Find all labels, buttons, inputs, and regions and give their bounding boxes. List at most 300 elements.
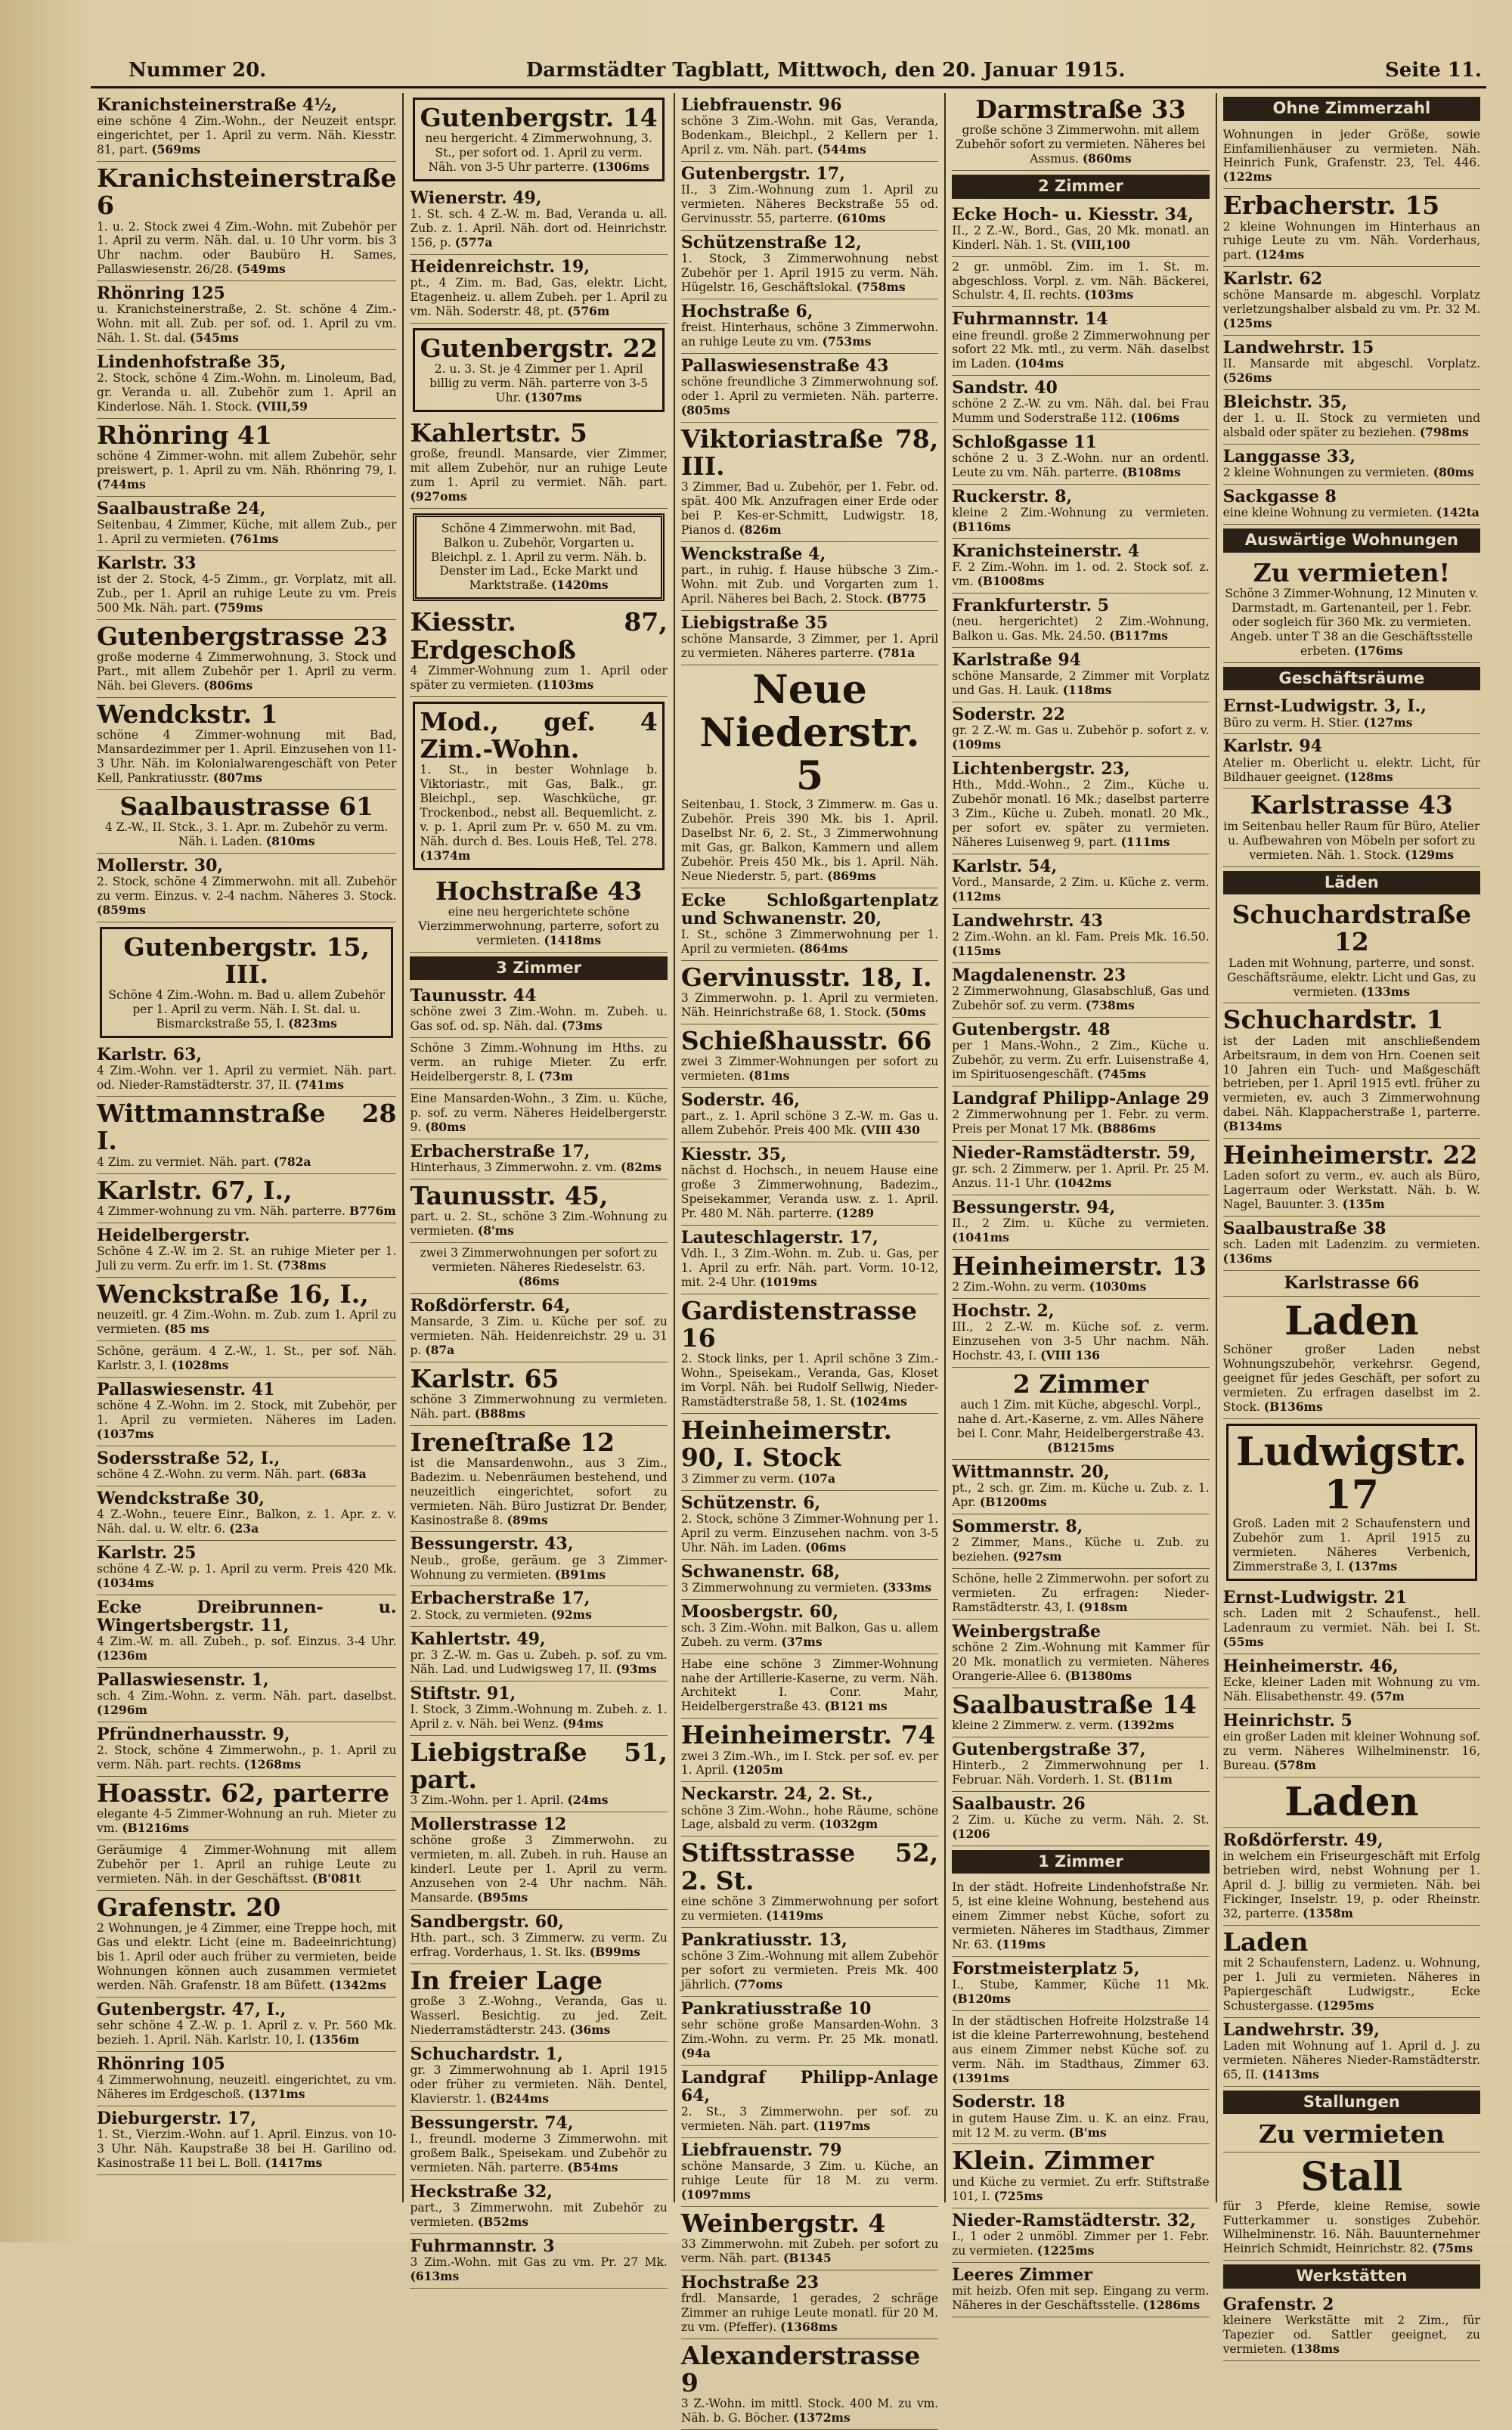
classified-ad: [952, 1460, 1209, 1514]
classified-ad: [1223, 1271, 1480, 1297]
classified-ad: [1223, 1217, 1480, 1271]
ad-code: (VIII,100: [1070, 237, 1131, 252]
ad-code: (1019ms: [760, 1274, 817, 1289]
ad-heading: 2 Zimmer: [1012, 1368, 1149, 1399]
ad-text: 2 Zim.-Wohn. zu verm.: [952, 1280, 1086, 1294]
classified-ad: [681, 1294, 938, 1414]
ad-text: 4 Z.-W., II. Stck., 3. 1. Apr. m. Zubehör zu verm. Näh. i. Laden.: [104, 820, 389, 848]
ad-text: F. 2 Zim.-Wohn. im 1. od. 2. Stock sof. z. vm.: [952, 560, 1210, 589]
classified-ad: [410, 1964, 667, 2042]
ad-heading: Ecke Schloßgartenplatz und Schwanenstr. 20,: [680, 890, 939, 928]
ad-heading: Pankratiusstr. 13,: [680, 1929, 847, 1950]
ad-heading: Gervinusstr. 18, I.: [680, 962, 932, 992]
ad-text: Büro zu verm. H. Stier.: [1222, 715, 1360, 730]
ad-code: (142ta: [1436, 505, 1479, 520]
ad-heading: Grafenstr. 20: [97, 1892, 281, 1922]
classified-ad: [410, 1736, 667, 1813]
ad-text: 2 gr. unmöbl. Zim. im 1. St. m. abgeschloss. Vorpl. z. vm. Näh. Bäckerei, Schulstr. 4, II. rechts.: [952, 259, 1210, 302]
ad-text: schöne 2 Zim.-Wohnung mit Kammer für 20 Mk. monatlich zu vermieten. Näheres Orangerie-Allee 6.: [952, 1640, 1210, 1683]
column-5: [1217, 93, 1486, 2356]
ad-text: Schöne 3 Zimm.-Wohnung im Hths. zu verm. an ruhige Mieter. Zu erfr. Heidelbergerstr. 8, I.: [410, 1041, 668, 1084]
ad-code: (B775: [886, 590, 927, 606]
classified-ad: [97, 1998, 396, 2052]
ad-text: Seitenbau, 4 Zimmer, Küche, mit allem Zub., per 1. April zu vermieten.: [97, 518, 397, 547]
ad-code: (122ms: [1222, 169, 1272, 184]
classified-ad: [97, 350, 396, 419]
ad-heading: Mollerstr. 30,: [97, 855, 224, 876]
section-header: Werkstätten: [1223, 2264, 1480, 2289]
ad-text: I., freundl. moderne 3 Zimmerwohn. mit großem Balk., Speisekam. und Zubehör zu vermieten. Näh. parterre.: [410, 2131, 668, 2174]
classified-ad: [952, 1569, 1209, 1619]
ad-heading: Kiesstr. 87, Erdgeschoß: [410, 607, 668, 665]
ad-heading: Heidenreichstr. 19,: [410, 256, 590, 277]
classified-ad: [681, 1560, 938, 1600]
ad-heading: Liebigstraße 35: [680, 612, 829, 633]
ad-text: schöne 2 Z.-W. zu vm. Näh. dal. bei Frau Mumm und Soderstraße 112.: [952, 397, 1210, 426]
ad-heading: Dieburgerstr. 17,: [97, 2108, 257, 2128]
ad-code: (111ms: [1120, 835, 1170, 850]
ad-text: der 1. u. II. Stock zu vermieten und alsbald oder später zu beziehen.: [1222, 411, 1481, 440]
ad-text: 1. St. sch. 4 Z.-W. m. Bad, Veranda u. all. Zub. z. 1. April. Näh. dort od. Heinrichstr. 156, p.: [410, 207, 668, 250]
ad-code: (810ms: [265, 834, 315, 848]
ad-text: I., 1 oder 2 unmöbl. Zimmer per 1. Febr. zu vermieten.: [952, 2229, 1210, 2258]
classified-ad: [681, 611, 938, 665]
ad-code: (55ms: [1222, 1634, 1264, 1649]
ad-code: (745ms: [1097, 1066, 1146, 1081]
classified-ad: [952, 430, 1209, 485]
ad-text: 4 Zimmerwohnung, neuzeitl. eingerichtet, zu vm. Näheres im Erdgeschoß.: [97, 2072, 397, 2101]
ad-text: 2. Stock, schöne 4 Zimmerwohn., p. 1. April zu verm. Näh. part. rechts.: [97, 1743, 397, 1772]
ad-heading: Schießhausstr. 66: [680, 1026, 932, 1056]
ad-heading: Landgraf Philipp-Anlage 64,: [680, 2067, 939, 2106]
ad-heading: Liebfrauenstr. 96: [680, 95, 842, 115]
ad-text: große moderne 4 Zimmerwohnung, 3. Stock und Part., mit allem Zubehör per 1. April zu verm. Näh. bei Glevers.: [97, 650, 397, 693]
classified-ad: [1223, 556, 1480, 663]
classified-ad: [410, 1362, 667, 1426]
ad-heading: Wendckstr. 1: [97, 699, 278, 729]
classified-ad: [97, 1541, 396, 1595]
ad-text: auch 1 Zim. mit Küche, abgeschl. Vorpl., nahe d. Art.-Kaserne, z. vm. Alles Nähere bei I. Conr. Mahr, Heidelbergerstraße 43.: [956, 1398, 1204, 1441]
ad-text: schöne 4 Zimmer-wohn. mit allem Zubehör, sehr preiswert, p. 1. April zu vm. Näh. Rhönring 79, I.: [97, 449, 397, 478]
ad-text: eine schöne 3 Zimmerwohnung per sofort zu vermieten.: [680, 1894, 939, 1923]
ad-text: I. St., schöne 3 Zimmerwohnung per 1. April zu vermieten.: [680, 928, 939, 956]
ad-text: 3 Zim.-Wohn. mit Gas zu vm. Pr. 27 Mk.: [410, 2255, 668, 2269]
ad-heading: Schuchardstr. 1: [1222, 1005, 1444, 1035]
ad-text: ein großer Laden mit kleiner Wohnung sof. zu verm. Näheres Wilhelminenstr. 16, Bureau.: [1222, 1730, 1481, 1772]
ad-heading: Pallaswiesenstraße 43: [680, 355, 889, 376]
ad-code: (B11m: [1128, 1771, 1173, 1787]
ad-heading: Wittmannstraße 28 I.: [97, 1099, 397, 1156]
ad-heading: Ireneſtraße 12: [410, 1427, 615, 1457]
ad-code: (823ms: [288, 1016, 337, 1031]
ad-code: (127ms: [1363, 714, 1413, 730]
classified-ad: [97, 497, 396, 551]
ad-text: Schöne 4 Zim.-Wohn. m. Bad u. allem Zubehör per 1. April zu verm. Näh. I. St. dal. u. Bismarckstraße 55, I.: [108, 988, 386, 1031]
ad-text: III., 2 Z.-W. m. Küche sof. z. verm. Einzusehen von 3-5 Uhr nachm. Näh. Hochstr. 43, I.: [952, 1320, 1210, 1363]
classified-ad: [97, 620, 396, 698]
classified-ad: [1223, 1778, 1480, 1828]
ad-heading: Pallaswiesenstr. 41: [97, 1379, 275, 1399]
ad-code: (544ms: [816, 142, 866, 157]
ad-code: (1342ms: [329, 1977, 386, 1992]
ad-code: (B91ms: [554, 1567, 606, 1582]
ad-text: 3 Zim.-Wohn. per 1. April.: [410, 1793, 564, 1808]
masthead: [91, 59, 1486, 88]
ad-text: schöne 4 Z.-Wohn. im 2. Stock, mit Zubehör, per 1. April zu vermieten. Näheres im Laden.: [97, 1398, 397, 1427]
ad-code: (23a: [229, 1520, 259, 1536]
ad-text: schöne 4 Z.-W. p. 1. April zu verm. Preis 420 Mk.: [97, 1561, 397, 1576]
ad-text: schöne Mansarde m. abgeschl. Vorplatz verletzungshalber alsbald zu vm. Pr. 32 M.: [1222, 288, 1481, 317]
ad-code: (37ms: [781, 1634, 823, 1649]
ad-code: (1037ms: [97, 1426, 154, 1441]
classified-ad: [681, 299, 938, 354]
ad-heading: Karlstr. 94: [1222, 736, 1323, 757]
ad-code: (B117ms: [1109, 628, 1169, 643]
ad-code: (1268ms: [243, 1757, 302, 1772]
ad-heading: Heinheimerstr. 74: [680, 1720, 936, 1750]
classified-ad: [413, 702, 664, 870]
ad-code: (B244ms: [490, 2091, 549, 2106]
ad-text: 4 Zimmer-wohnung zu vm. Näh. parterre.: [97, 1204, 346, 1218]
classified-ad: [952, 909, 1209, 963]
ad-code: (1030ms: [1089, 1279, 1147, 1294]
classified-ad: [1223, 1654, 1480, 1709]
ad-text: ist die Mansardenwohn., aus 3 Zim., Badezim. u. Nebenräumen bestehend, und neuzeitlich eingerichtet, sofort zu vermieten. Näh. Büro Justizrat Dr. Bender, Kasinostraße 8.: [410, 1455, 668, 1527]
ad-heading: Neckarstr. 24, 2. St.,: [680, 1784, 873, 1805]
ad-code: (1289: [835, 1206, 875, 1221]
ad-heading: Gutenbergstr. 14: [420, 103, 658, 132]
classified-ad: [410, 1812, 667, 1910]
ad-code: (VIII 430: [860, 1123, 920, 1138]
classified-ad: [681, 1088, 938, 1142]
classified-ad: [1223, 1297, 1480, 1419]
classified-ad: [952, 702, 1209, 757]
ad-code: (1295ms: [1316, 1998, 1374, 2013]
ad-columns: [91, 93, 1486, 2425]
ad-code: (918sm: [1078, 1599, 1128, 1614]
ad-code: (B121 ms: [824, 1699, 888, 1714]
ad-heading: Pfründnerhausstr. 9,: [97, 1724, 290, 1744]
ad-text: schöne 4 Z.-Wohn. zu verm. Näh. part.: [97, 1467, 326, 1481]
ad-heading: Karlstr. 62: [1222, 269, 1323, 290]
ad-code: (738ms: [277, 1257, 327, 1272]
ad-text: pr. 3 Z.-W. m. Gas u. Zubeh. p. sof. zu vm. Näh. Lad. und Ludwigsweg 17, II.: [410, 1647, 668, 1676]
classified-ad: [97, 1668, 396, 1722]
ad-heading: Soderstr. 22: [952, 705, 1065, 725]
classified-ad: [413, 328, 664, 412]
ad-heading: Kranichsteinerstr. 4: [952, 541, 1140, 562]
ad-text: mit heizb. Ofen mit sep. Eingang zu verm. Näheres in der Geschäftsstelle.: [952, 2283, 1210, 2312]
classified-ad: [97, 1097, 396, 1174]
ad-code: (1371ms: [247, 2086, 305, 2101]
ad-text: eine freundl. große 2 Zimmerwohnung per sofort 22 Mk. mtl., zu verm. Näh. daselbst im Laden.: [952, 328, 1210, 371]
classified-ad: [952, 1299, 1209, 1368]
ad-code: (73ms: [561, 1018, 603, 1034]
ad-heading: Ernst-Ludwigstr. 3, I.,: [1222, 696, 1427, 717]
ad-code: (1358m: [1303, 1905, 1353, 1920]
ad-code: (1225ms: [1036, 2242, 1095, 2258]
ad-text: schöne Mansarde, 3 Zimmer, per 1. April zu vermieten. Näheres parterre.: [680, 631, 939, 660]
ad-text: 3 Zimmer zu verm.: [680, 1471, 795, 1486]
classified-ad: [952, 648, 1209, 702]
ad-code: (864ms: [798, 941, 848, 956]
ad-text: Geräumige 4 Zimmer-Wohnung mit allem Zubehör per 1. April an ruhige Leute zu vermieten. Näh. in der Geschäftsst.: [97, 1843, 397, 1886]
ad-heading: Stiftstr. 91,: [410, 1683, 516, 1703]
ad-text: Mansarde, 3 Zim. u. Küche per sof. zu vermieten. Näh. Heidenreichstr. 29 u. 31 p.: [410, 1314, 668, 1357]
classified-ad: [681, 231, 938, 299]
ad-heading: Hochstraße 23: [680, 2272, 820, 2292]
ad-heading: Lichtenbergstr. 23,: [952, 759, 1130, 780]
ad-heading: Kranichsteinerstraße 4½,: [97, 95, 337, 115]
ad-text: Wohnungen in jeder Größe, sowie Einfamilienhäuser zu vermieten. Näh. Heinrich Funk, Grafenstr. 23, Tel. 446.: [1222, 127, 1481, 170]
ad-heading: Frankfurterstr. 5: [952, 596, 1110, 616]
classified-ad: [681, 93, 938, 162]
ad-code: (1028ms: [171, 1357, 229, 1372]
section-header: Stallungen: [1223, 2091, 1480, 2115]
ad-heading: Moosbergstr. 60,: [680, 1601, 838, 1622]
classified-ad: [681, 888, 938, 961]
classified-ad: [410, 1179, 667, 1243]
classified-ad: [97, 854, 396, 922]
classified-ad: [1223, 1926, 1480, 2018]
classified-ad: [952, 1368, 1209, 1460]
ad-heading: Gutenbergstr. 48: [952, 1019, 1111, 1040]
ad-heading: Lindenhofstraße 35,: [97, 352, 287, 373]
ad-text: Schöne, geräum. 4 Z.-W., 1. St., per sof. Näh. Karlstr. 3, I.: [97, 1344, 397, 1372]
classified-ad: [410, 875, 667, 953]
ad-code: (545ms: [190, 330, 239, 346]
ad-text: 2. Stock, schöne 4 Zim.-Wohn. m. Linoleum, Bad, gr. Veranda u. all. Zubehör zum 1. April an Kinderlose. Näh. 1. Stock.: [97, 371, 397, 414]
ad-code: (1042ms: [1054, 1175, 1112, 1190]
ad-code: (73m: [538, 1069, 573, 1084]
classified-ad: [952, 1877, 1209, 1957]
ad-heading: Schuchardstraße 12: [1232, 900, 1472, 957]
ad-heading: Soderstr. 46,: [680, 1090, 801, 1111]
classified-ad: [952, 203, 1209, 257]
ad-heading: Liebfrauenstr. 79: [680, 2140, 842, 2160]
ad-heading: Mollerstrasse 12: [410, 1815, 567, 1835]
newspaper-title: Darmstädter Tagblatt, Mittwoch, den 20. Januar 1915.: [525, 59, 1126, 82]
ad-code: (B134ms: [1222, 1119, 1282, 1134]
ad-code: (133ms: [1361, 984, 1410, 999]
ad-heading: Erbacherstr. 15: [1222, 191, 1440, 221]
ad-heading: Hochstr. 2,: [952, 1301, 1055, 1322]
ad-heading: Landwehrstr. 39,: [1222, 2019, 1380, 2040]
ad-heading: Karlstr. 33: [97, 553, 197, 573]
ad-code: (1374m: [420, 848, 471, 863]
ad-text: 2 kleine Wohnungen im Hinterhaus an ruhige Leute zu vm. Näh. Vorderhaus, part.: [1222, 219, 1481, 262]
ad-text: für 3 Pferde, kleine Remise, sowie Futterkammer u. sonstiges Zubehör. Wilhelminenstr. 16. Näh. Bauunternehmer Heinrich Schmidt, Heinrichstr. 82.: [1222, 2199, 1481, 2256]
ad-text: schöne 2 u. 3 Z.-Wohn. nur an ordentl. Leute zu vm. Näh. parterre.: [952, 451, 1210, 480]
ad-code: (77oms: [733, 1976, 783, 1991]
classified-ad: [97, 1722, 396, 1777]
ad-code: (826m: [739, 522, 782, 537]
classified-ad: [97, 1278, 396, 1341]
classified-ad: [1223, 267, 1480, 336]
ad-text: zwei 3 Zim.-Wh., im I. Stck. per sof. ev. per 1. April.: [680, 1749, 939, 1778]
ad-text: Hinterhaus, 3 Zimmerwohn. z. vm.: [410, 1160, 618, 1174]
ad-heading: Schloßgasse 11: [952, 432, 1097, 453]
ad-heading: Pallaswiesenstr. 1,: [97, 1669, 269, 1690]
ad-text: pt., 4 Zim. m. Bad, Gas, elektr. Licht, Etagenheiz. u. allem Zubeh. per 1. April zu vm. Näh. Soderstr. 48, pt.: [410, 276, 668, 318]
ad-code: (B54ms: [567, 2159, 618, 2174]
classified-ad: [410, 1627, 667, 1681]
ad-heading: Karlstr. 65: [410, 1363, 559, 1393]
ad-text: schöne 4 Zimmer-wohnung mit Bad, Mansardezimmer per 1. April. Einzusehen von 11-3 Uhr. Näh. im Kolonialwarengeschäft von Peter Kell, Pankratiusstr.: [97, 728, 397, 785]
ad-code: (94a: [680, 2045, 711, 2060]
ad-heading: Saalbaustraße 24,: [97, 498, 266, 519]
classified-ad: [97, 1378, 396, 1446]
ad-code: (333ms: [882, 1579, 932, 1595]
ad-text: 4 Zimmer-Wohnung zum 1. April oder später zu vermieten.: [410, 663, 668, 692]
ad-heading: Pankratiusstraße 10: [680, 1998, 872, 2019]
classified-ad: [97, 1043, 396, 1097]
classified-ad: [1223, 485, 1480, 525]
ad-code: (118ms: [1062, 683, 1112, 698]
ad-heading: Laden: [1284, 1298, 1419, 1345]
classified-ad: [952, 757, 1209, 854]
ad-code: (86ms: [518, 1273, 559, 1288]
page-number: Seite 11.: [1384, 59, 1482, 82]
classified-ad: [1223, 1003, 1480, 1139]
classified-ad: [681, 1719, 938, 1782]
ad-heading: Grafenstr. 2: [1222, 2294, 1334, 2314]
classified-ad: [952, 594, 1209, 648]
ad-text: 4 Zim.-W. m. all. Zubeh., p. sof. Einzus. 3-4 Uhr.: [97, 1635, 397, 1649]
ad-code: (781a: [877, 645, 916, 660]
ad-code: (B886ms: [1096, 1120, 1156, 1136]
ad-heading: Heinheimerstr. 90, I. Stock: [680, 1415, 893, 1473]
ad-code: (104ms: [1015, 356, 1064, 371]
ad-text: große 3 Z.-Wohng., Veranda, Gas u. Wasserl. Besichtig. zu jed. Zeit. Niederramstädterstr. 243.: [410, 1995, 668, 2037]
classified-ad: [97, 551, 396, 620]
ad-text: II., 3 Zim.-Wohnung zum 1. April zu vermieten. Näheres Beckstraße 55 od. Gervinusstr. 55, parterre.: [680, 183, 939, 225]
ad-text: in gutem Hause Zim. u. K. an einz. Frau, mit 12 M. zu verm.: [952, 2111, 1210, 2140]
classified-ad: [952, 307, 1209, 376]
ad-heading: Bessungerstr. 94,: [952, 1197, 1116, 1217]
ad-heading: Gutenbergstr. 22: [420, 333, 658, 363]
ad-heading: Karlstr. 25: [97, 1542, 197, 1563]
ad-heading: Leeres Zimmer: [952, 2264, 1092, 2285]
ad-text: nächst d. Hochsch., in neuem Hause eine große 3 Zimmerwohnung, Badezim., Speisekammer, Veranda usw. z. 1. April. Pr. 480 M. Näh. parterre.: [680, 1164, 939, 1221]
ad-heading: Karlstraße 94: [952, 650, 1081, 671]
ad-text: part. u. 2. St., schöne 3 Zim.-Wohnung zu vermieten.: [410, 1210, 668, 1238]
ad-code: (1206: [952, 1826, 990, 1841]
ad-code: (807ms: [212, 770, 262, 785]
ad-code: (526ms: [1222, 370, 1272, 386]
ad-heading: Landgraf Philipp-Anlage 29: [952, 1088, 1210, 1108]
classified-ad: [952, 2208, 1209, 2263]
classified-ad: [1226, 1424, 1477, 1581]
classified-ad: [952, 1250, 1209, 1299]
ad-text: Laden sofort zu verm., ev. auch als Büro, Lagerraum oder Werkstatt. Näh. b. W. Nagel, Bauunter. 3.: [1222, 1169, 1481, 1212]
ad-heading: Bessungerstr. 74,: [410, 2112, 574, 2133]
classified-ad: [681, 2207, 938, 2270]
ad-heading: Kiesstr. 35,: [680, 1145, 787, 1165]
ad-heading: Heinheimerstr. 22: [1222, 1140, 1478, 1170]
ad-heading: Ecke Hoch- u. Kiesstr. 34,: [952, 204, 1194, 225]
classified-ad: [952, 93, 1209, 171]
ad-text: 2 Zimmerwohnung, Glasabschluß, Gas und Zubehör sof. zu verm.: [952, 984, 1210, 1013]
ad-code: (89ms: [507, 1512, 548, 1527]
classified-ad: [952, 2011, 1209, 2091]
ad-code: (129ms: [1405, 847, 1455, 862]
classified-ad: [1223, 2018, 1480, 2087]
classified-ad: [97, 1840, 396, 1891]
classified-ad: [410, 2234, 667, 2289]
ad-heading: Weinbergstr. 4: [680, 2208, 886, 2238]
ad-text: eine schöne 4 Zim.-Wohn., der Neuzeit entspr. eingerichtet, per 1. April zu verm. Näh. Kiesstr. 81, part.: [97, 114, 397, 157]
ad-code: (93ms: [615, 1661, 657, 1676]
ad-code: (1392ms: [1117, 1717, 1175, 1732]
classified-ad: [952, 1792, 1209, 1846]
ad-text: Eine Mansarden-Wohn., 3 Zim. u. Küche, p. sof. zu verm. Näheres Heidelbergerstr. 9.: [410, 1091, 668, 1134]
classified-ad: [413, 98, 664, 181]
ad-heading: Taunusstr. 45,: [410, 1180, 609, 1210]
ad-code: (1417ms: [265, 2155, 323, 2170]
ad-code: (B116ms: [952, 519, 1012, 535]
ad-text: sch. Laden mit 2 Schaufenst., hell. Ladenraum zu vermiet. Näh. bei I. St.: [1222, 1607, 1481, 1635]
ad-heading: Sandstr. 40: [952, 378, 1058, 398]
ad-code: (725ms: [993, 2188, 1043, 2203]
ad-code: (1205m: [732, 1762, 783, 1778]
classified-ad: [97, 1174, 396, 1223]
ad-heading: Wittmannstr. 20,: [952, 1461, 1110, 1482]
classified-ad: [952, 2263, 1209, 2317]
ad-code: (613ms: [410, 2268, 460, 2283]
ad-code: (103ms: [1084, 287, 1134, 302]
classified-ad: [97, 2106, 396, 2175]
ad-text: Schöne, helle 2 Zimmerwohn. per sofort zu vermieten. Zu erfragen: Nieder-Ramstädterstr. 43, I.: [952, 1571, 1210, 1614]
classified-ad: [1223, 734, 1480, 789]
ad-text: schöne zwei 3 Zim.-Wohn. m. Zubeh. u. Gas sof. od. sp. Näh. dal.: [410, 1005, 668, 1034]
classified-ad: [681, 665, 938, 888]
ad-code: (859ms: [97, 902, 146, 917]
classified-ad: [681, 961, 938, 1024]
ad-text: per 1 Mans.-Wohn., 2 Zim., Küche u. Zubehör, zu verm. Zu erfr. Luisenstraße 4, im Spirituosengeschäft.: [952, 1039, 1210, 1081]
ad-code: (860ms: [1082, 151, 1132, 166]
ad-text: 1. u. 2. Stock zwei 4 Zim.-Wohn. mit Zubehör per 1. April zu verm. Näh. dal. u. 10 Uhr vorm. bis 3 Uhr nachm. oder Baubüro H. Sames, Pallaswiesenstr. 26/28.: [97, 219, 397, 277]
ad-heading: Gardistenstrasse 16: [680, 1295, 917, 1353]
ad-heading: Wenckstraße 16, I.,: [97, 1279, 369, 1309]
ad-text: Schöne 4 Z.-W. im 2. St. an ruhige Mieter per 1. Juli zu verm. Zu erfr. im 1. St.: [97, 1244, 397, 1272]
ad-heading: Nieder-Ramstädterstr. 59,: [952, 1142, 1196, 1163]
ad-code: (927oms: [410, 488, 467, 504]
ad-text: Vord., Mansarde, 2 Zim. u. Küche z. verm.: [952, 876, 1210, 890]
ad-heading: Nieder-Ramstädterstr. 32,: [952, 2210, 1196, 2230]
classified-ad: [1223, 898, 1480, 1003]
ad-code: (B1380ms: [1064, 1668, 1132, 1683]
ad-heading: Karlstr. 63,: [97, 1045, 203, 1065]
ad-code: (1307ms: [525, 389, 582, 404]
classified-ad: [97, 419, 396, 497]
classified-ad: [97, 1446, 396, 1486]
ad-text: In der städtischen Hofreite Holzstraße 14 ist die kleine Parterrewohnung, bestehend aus einem Zimmer nebst Küche sof. zu verm. Näh. im Stadthaus, Zimmer 63.: [952, 2013, 1210, 2071]
ad-heading: Sackgasse 8: [1222, 487, 1337, 507]
ad-text: 2. Stock links, per 1. April schöne 3 Zim.-Wohn., Speisekam., Veranda, Gas, Kloset im Vorpl. Näh. bei Rudolf Sellwig, Nieder-Ramstädterstraße 58, 1. St.: [680, 1352, 939, 1409]
ad-text: Atelier m. Oberlicht u. elektr. Licht, für Bildhauer geeignet.: [1222, 755, 1481, 784]
ad-heading: Rhönring 125: [97, 284, 225, 304]
classified-ad: [1223, 789, 1480, 866]
ad-code: (B1200ms: [979, 1495, 1047, 1509]
ad-code: (B1216ms: [122, 1821, 190, 1836]
column-4: [946, 93, 1216, 2312]
ad-heading: Karlstrasse 43: [1250, 790, 1453, 820]
classified-ad: [410, 1139, 667, 1179]
ad-heading: Kahlertstr. 49,: [410, 1629, 546, 1649]
ad-code: (B'ms: [1068, 2125, 1107, 2140]
ad-code: (85 ms: [164, 1322, 209, 1337]
